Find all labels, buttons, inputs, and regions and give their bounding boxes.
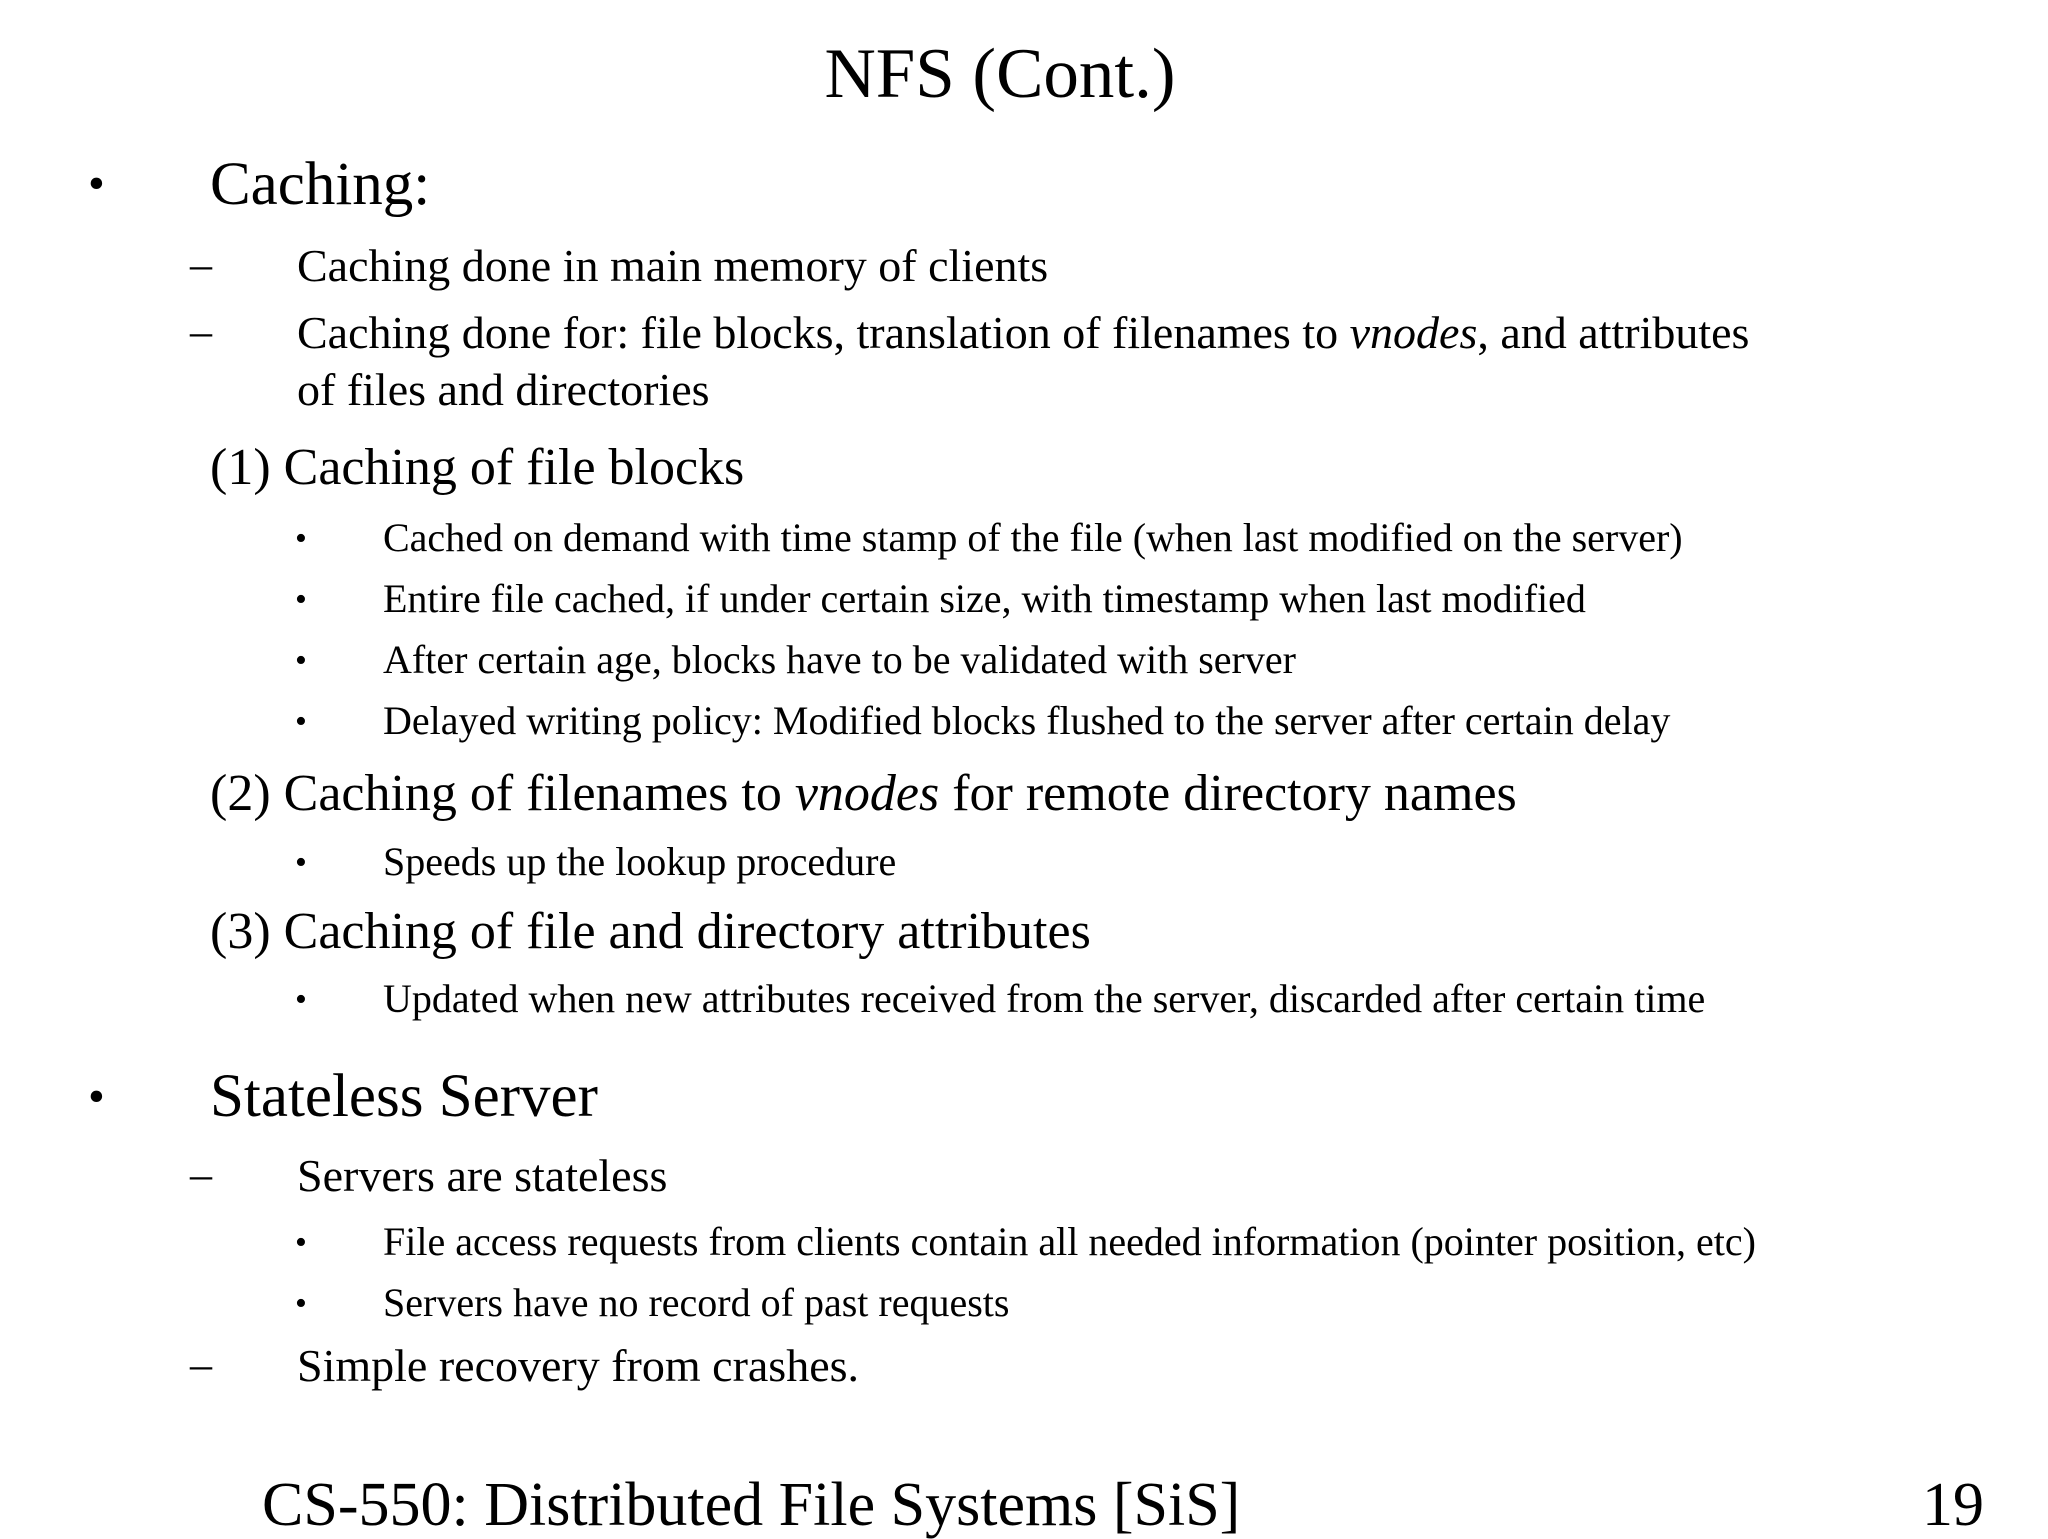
slide-footer: CS-550: Distributed File Systems [SiS]: [262, 1471, 1241, 1539]
section-1-item: Cached on demand with time stamp of the file (when last modified on the server): [383, 515, 1683, 560]
caching-point-2-post: , and attributes: [1477, 307, 1750, 358]
section-1-item: Entire file cached, if under certain size, with timestamp when last modified: [383, 576, 1586, 621]
section-2-heading-pre: (2) Caching of filenames to: [210, 765, 795, 822]
section-1-item: Delayed writing policy: Modified blocks flushed to the server after certain delay: [383, 698, 1671, 743]
caching-point-2: [297, 307, 1750, 358]
page-number: 19: [1922, 1471, 1984, 1539]
stateless-sub-item: File access requests from clients contain all needed information (pointer position, etc): [383, 1219, 1756, 1264]
bullet-marker: •: [295, 1224, 307, 1261]
bullet-marker: •: [88, 1070, 105, 1123]
dash-marker: –: [190, 307, 212, 356]
section-2-heading: [210, 765, 1517, 822]
bullet-marker: •: [295, 844, 307, 881]
section-1-item: After certain age, blocks have to be validated with server: [383, 637, 1296, 682]
section-2-item: Speeds up the lookup procedure: [383, 839, 897, 884]
bullet-marker: •: [88, 157, 105, 210]
stateless-point-2: Simple recovery from crashes.: [297, 1340, 860, 1391]
bullet-marker: •: [295, 642, 307, 679]
bullet-marker: •: [295, 520, 307, 557]
section-3-heading: (3) Caching of file and directory attributes: [210, 903, 1091, 960]
bullet-marker: •: [295, 581, 307, 618]
dash-marker: –: [190, 1150, 212, 1199]
stateless-heading: Stateless Server: [210, 1063, 598, 1130]
section-2-heading-post: for remote directory names: [939, 765, 1517, 822]
stateless-point-1: Servers are stateless: [297, 1150, 668, 1201]
caching-point-2-line2: of files and directories: [297, 364, 710, 415]
dash-marker: –: [190, 240, 212, 289]
dash-marker: –: [190, 1340, 212, 1389]
caching-point-1: Caching done in main memory of clients: [297, 240, 1049, 291]
section-2-heading-em: vnodes: [794, 765, 940, 822]
caching-heading: Caching:: [210, 151, 431, 218]
slide-title: NFS (Cont.): [824, 35, 1176, 113]
section-3-item: Updated when new attributes received from the server, discarded after certain time: [383, 976, 1706, 1021]
section-1-heading: (1) Caching of file blocks: [210, 439, 745, 496]
stateless-sub-item: Servers have no record of past requests: [383, 1280, 1010, 1325]
bullet-marker: •: [295, 981, 307, 1018]
caching-point-2-em: vnodes: [1349, 307, 1478, 358]
caching-point-2-pre: Caching done for: file blocks, translation of filenames to: [297, 307, 1350, 358]
bullet-marker: •: [295, 703, 307, 740]
bullet-marker: •: [295, 1285, 307, 1322]
